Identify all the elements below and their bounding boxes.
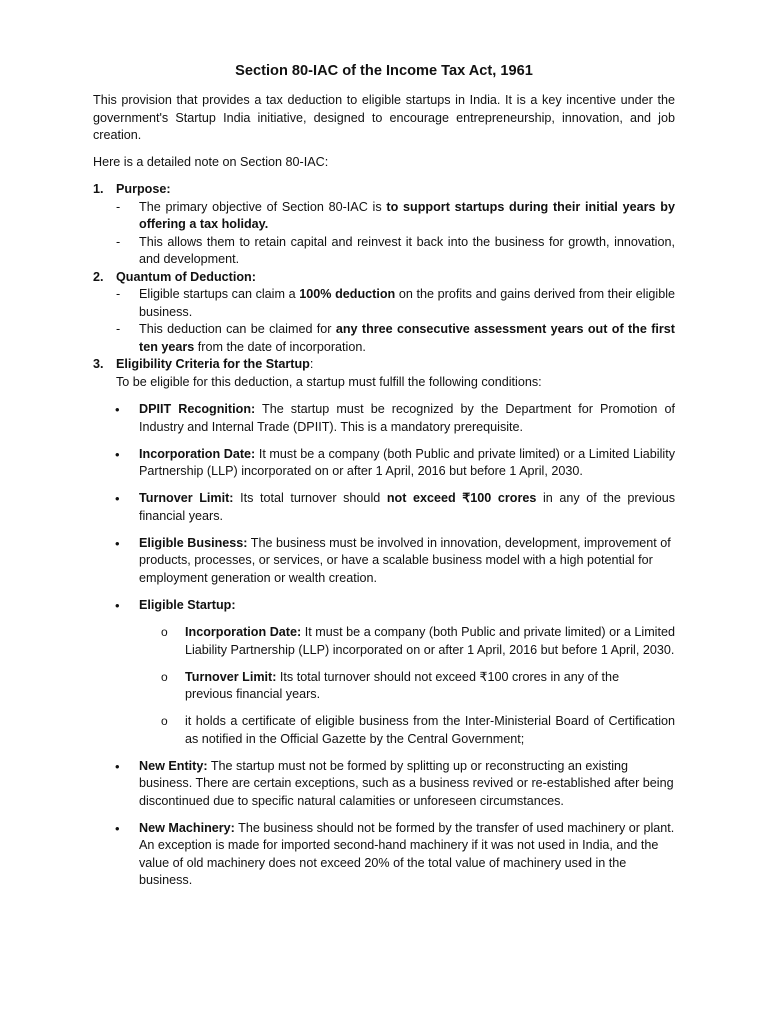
criterion-new-entity bbox=[93, 758, 675, 811]
criterion-text: in any of the previous financial years. bbox=[139, 491, 676, 523]
list-item bbox=[116, 234, 675, 269]
section-heading-row bbox=[116, 356, 675, 374]
bullet-marker: • bbox=[115, 820, 120, 836]
item-text: This allows them to retain capital and reinvest it back into the business for growth, innovation, and development. bbox=[139, 234, 675, 266]
bullet-marker: • bbox=[115, 535, 120, 551]
sub-criterion-incorporation bbox=[139, 624, 675, 659]
criterion-text: Its total turnover should bbox=[233, 491, 387, 505]
criterion-label: Eligible Business: bbox=[139, 535, 248, 550]
criterion-dpiit bbox=[93, 401, 675, 436]
sub-criterion-text: It must be a company (both Public and private limited) or a Limited Liability Partnership (LLP) incorporated on or after 1 April, 2016 but before 1 April, 2030. bbox=[185, 625, 675, 657]
dash-marker: - bbox=[116, 199, 121, 214]
criterion-business bbox=[93, 535, 675, 588]
dash-list bbox=[116, 286, 675, 356]
criterion-text: The startup must not be formed by splitting up or reconstructing an existing business. There are certain exceptions, such as a business revived or re-established after being discontinued due to specific natural calamities or unforeseen circumstances. bbox=[139, 758, 674, 808]
section-purpose bbox=[93, 181, 675, 269]
list-item bbox=[116, 199, 675, 234]
criterion-emphasis: not exceed ₹100 crores bbox=[386, 491, 537, 505]
criterion-text: It must be a company (both Public and private limited) or a Limited Liability Partnership (LLP) incorporated on or after 1 April, 2016 but before 1 April, 2030. bbox=[139, 446, 675, 478]
item-text: on the profits and gains derived from their eligible business. bbox=[139, 287, 676, 319]
criterion-incorporation bbox=[93, 446, 675, 481]
list-item bbox=[116, 321, 675, 356]
criterion-label: Incorporation Date: bbox=[139, 446, 256, 461]
bullet-marker: • bbox=[115, 446, 120, 462]
bullet-marker: • bbox=[115, 758, 120, 774]
circle-marker: o bbox=[161, 669, 168, 684]
criterion-text: The business must be involved in innovation, development, improvement of products, processes, or services, or have a scalable business model with a high potential for employment generation or wealth creation. bbox=[139, 535, 671, 585]
section-number: 3. bbox=[93, 357, 104, 371]
circle-marker: o bbox=[161, 714, 168, 728]
criterion-label: Eligible Startup: bbox=[139, 597, 236, 612]
section-heading: Quantum of Deduction: bbox=[116, 269, 256, 284]
list-item bbox=[116, 286, 675, 321]
item-emphasis: 100% deduction bbox=[299, 287, 396, 301]
item-text: from the date of incorporation. bbox=[194, 339, 366, 354]
bullet-marker: • bbox=[115, 597, 120, 613]
dash-list bbox=[116, 199, 675, 269]
criterion-text: The startup must be recognized by the Department for Promotion of Industry and Internal Trade (DPIIT). This is a mandatory prerequisite. bbox=[139, 402, 675, 434]
bullet-marker: • bbox=[115, 491, 120, 506]
section-heading: Eligibility Criteria for the Startup bbox=[116, 357, 310, 371]
criteria-list bbox=[93, 401, 675, 890]
item-text: Eligible startups can claim a bbox=[139, 287, 300, 301]
dash-marker: - bbox=[116, 234, 121, 249]
criterion-turnover bbox=[93, 490, 675, 525]
sub-criterion-label: Turnover Limit: bbox=[185, 669, 277, 684]
section-number: 2. bbox=[93, 269, 104, 284]
section-quantum bbox=[93, 269, 675, 357]
criterion-new-machinery bbox=[93, 820, 675, 890]
document-title: Section 80-IAC of the Income Tax Act, 1961 bbox=[235, 63, 533, 79]
item-text: This deduction can be claimed for bbox=[139, 322, 336, 336]
section-number: 1. bbox=[93, 182, 104, 196]
sub-criterion-label: Incorporation Date: bbox=[185, 625, 302, 639]
criterion-label: New Entity: bbox=[139, 758, 208, 773]
item-text: The primary objective of Section 80-IAC is bbox=[139, 199, 387, 214]
intro-paragraph: This provision that provides a tax deduction to eligible startups in India. It is a key incentive under the government's Startup India initiative, designed to encourage entrepreneurship, innovation, and job creation. bbox=[93, 93, 675, 142]
sub-criterion-text: Its total turnover should not exceed ₹100 crores in any of the previous financial years. bbox=[185, 669, 620, 701]
sub-criterion-turnover bbox=[139, 669, 675, 704]
sub-criterion-text: it holds a certificate of eligible business from the Inter-Ministerial Board of Certification as notified in the Official Gazette by the Central Government; bbox=[185, 714, 675, 746]
note-line: Here is a detailed note on Section 80-IAC: bbox=[93, 154, 329, 169]
sub-criterion-certificate bbox=[139, 713, 675, 748]
dash-marker: - bbox=[116, 287, 121, 301]
section-eligibility bbox=[93, 356, 675, 391]
criterion-label: DPIIT Recognition: bbox=[139, 402, 256, 416]
criterion-label: New Machinery: bbox=[139, 820, 235, 835]
section-heading: Purpose: bbox=[116, 182, 171, 196]
bullet-marker: • bbox=[115, 402, 120, 417]
criterion-label: Turnover Limit: bbox=[139, 491, 234, 505]
item-emphasis: any three consecutive assessment years out of the first ten years bbox=[139, 322, 676, 354]
criterion-startup bbox=[93, 597, 675, 749]
criterion-text: The business should not be formed by the transfer of used machinery or plant. An exception is made for imported second-hand machinery if it was not used in India, and the value of old machinery does not exceed 20% of the total value of machinery used in the business. bbox=[139, 820, 675, 887]
eligibility-lead: To be eligible for this deduction, a startup must fulfill the following conditions: bbox=[116, 374, 542, 389]
dash-marker: - bbox=[116, 322, 121, 336]
startup-sub-list bbox=[139, 624, 675, 748]
heading-colon: : bbox=[309, 357, 314, 371]
item-emphasis: to support startups during their initial years by offering a tax holiday. bbox=[139, 199, 675, 231]
circle-marker: o bbox=[161, 625, 168, 639]
